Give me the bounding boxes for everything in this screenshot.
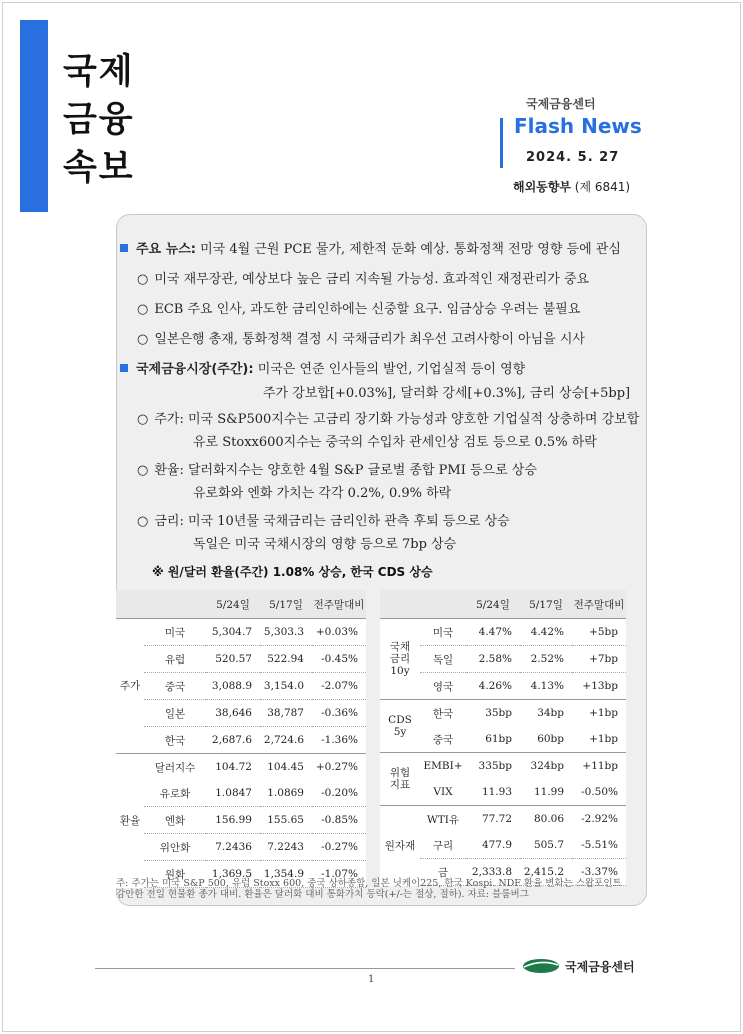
group-label: 원자재 [380,806,420,886]
market-line [120,358,525,377]
square-bullet-icon [120,244,128,252]
value-cell: 80.06 [520,806,572,833]
value-cell: 4.47% [466,619,520,646]
left-market-table [116,590,366,888]
value-cell: 5,303.3 [260,619,312,646]
row-label: EMBI+ [420,753,466,780]
circle-bullet-icon: ○ [137,302,149,317]
value-cell: 2,724.6 [260,727,312,754]
value-cell: 155.65 [260,807,312,834]
value-cell: 505.7 [520,832,572,859]
table-header-cell [116,590,144,619]
table-row [116,700,366,727]
value-cell: 11.99 [520,779,572,806]
circle-bullet-icon: ○ [137,272,149,287]
square-bullet-icon [120,364,128,372]
page-title [63,48,135,192]
value-cell: +13bp [572,673,626,700]
value-cell: 2.58% [466,646,520,673]
value-cell: -3.37% [572,859,626,886]
value-cell: 2,415.2 [520,859,572,886]
market-item-label: 주가: [154,412,184,427]
table-row [116,673,366,700]
table-header-cell: 5/24일 [206,590,260,619]
table-row [116,646,366,673]
row-label: 구리 [420,832,466,859]
market-item-text: 미국 10년물 국채금리는 금리인하 관측 후퇴 등으로 상승 [187,514,510,529]
table-row [380,753,626,780]
row-label: 중국 [420,726,466,753]
market-text-2: 주가 강보합[+0.03%], 달러화 강세[+0.3%], 금리 상승[+5bp] [263,386,631,401]
market-item-sub: 유로화와 엔화 가치는 각각 0.2%, 0.9% 하락 [193,486,452,501]
row-label: WTI유 [420,806,466,833]
row-label: 원화 [144,861,206,888]
divider [500,118,503,168]
value-cell: -2.92% [572,806,626,833]
news-item-text: ECB 주요 인사, 과도한 금리인하에는 신중할 요구. 임금상승 우려는 불필요 [154,302,581,317]
market-item-label: 환율: [154,463,184,478]
value-cell: 34bp [520,700,572,727]
value-cell: 104.72 [206,754,260,781]
title-line: 국제 [63,52,135,92]
row-label: 영국 [420,673,466,700]
value-cell: 3,154.0 [260,673,312,700]
footnote: 주: 주가는 미국 S&P 500, 유럽 Stoxx 600, 중국 상하종합, 일본 닛케이225, 한국 Kospi. NDF 환율 변화는 스왑포인트 감안한 전일 현물환 종가 대비. 환율은 달러화 대비 통화가치 등락(+/-는 절상, 절하). 자료: 블룸버그 [116,878,622,900]
news-item-text: 미국 재무장관, 예상보다 높은 금리 지속될 가능성. 효과적인 재정관리가 중요 [154,272,590,287]
title-line: 속보 [63,148,135,188]
footer-org: 국제금융센터 [565,960,635,974]
table-header-cell: 5/17일 [260,590,312,619]
news-item-text: 일본은행 총재, 통화정책 결정 시 국채금리가 최우선 고려사항이 아님을 시사 [154,332,585,347]
table-row [116,727,366,754]
issue-number: (제 6841) [574,180,631,194]
market-item-sub: 유로 Stoxx600지수는 중국의 수입차 관세인상 검토 등으로 0.5% 하락 [193,435,597,450]
market-item-text: 달러화지수는 양호한 4월 S&P 글로벌 종합 PMI 등으로 상승 [187,463,537,478]
row-label: 독일 [420,646,466,673]
value-cell: +1bp [572,726,626,753]
value-cell: 60bp [520,726,572,753]
value-cell: 35bp [466,700,520,727]
value-cell: 4.13% [520,673,572,700]
table-header-cell [420,590,466,619]
table-header-row [380,590,626,619]
group-label: 위험 지표 [380,753,420,806]
group-label: 주가 [119,680,141,692]
kcif-logo-icon [522,957,560,975]
market-item [137,408,639,427]
value-cell: 1,354.9 [260,861,312,888]
main-news-line [120,238,621,257]
table-row [380,806,626,833]
market-item-text: 미국 S&P500지수는 고금리 장기화 가능성과 양호한 기업실적 상충하며 강보합 [187,412,640,427]
row-label: 중국 [144,673,206,700]
value-cell: 522.94 [260,646,312,673]
circle-bullet-icon: ○ [137,463,149,478]
value-cell: 61bp [466,726,520,753]
flash-news-label: Flash News [514,114,642,138]
value-cell: 2,687.6 [206,727,260,754]
circle-bullet-icon: ○ [137,412,149,427]
news-item [137,328,585,347]
group-label: 국채 금리 10y [389,641,411,677]
value-cell: -0.85% [312,807,366,834]
value-cell: 1,369.5 [206,861,260,888]
table-header-row [116,590,366,619]
table-header-cell: 5/17일 [520,590,572,619]
value-cell: -0.50% [572,779,626,806]
table-header-cell: 5/24일 [466,590,520,619]
row-label: 미국 [144,619,206,646]
footer-rule [95,968,515,969]
value-cell: 4.42% [520,619,572,646]
row-label: 엔화 [144,807,206,834]
value-cell: 1.0847 [206,780,260,807]
row-label: 유럽 [144,646,206,673]
value-cell: -1.36% [312,727,366,754]
news-item [137,298,580,317]
row-label: 한국 [144,727,206,754]
value-cell: -0.36% [312,700,366,727]
value-cell: -0.45% [312,646,366,673]
row-label: 유로화 [144,780,206,807]
row-label: 한국 [420,700,466,727]
row-label: 일본 [144,700,206,727]
value-cell: 335bp [466,753,520,780]
value-cell: 7.2243 [260,834,312,861]
row-label: 미국 [420,619,466,646]
value-cell: 2.52% [520,646,572,673]
table-header-cell: 전주말대비 [312,590,366,619]
summary-note: ※ 원/달러 환율(주간) 1.08% 상승, 한국 CDS 상승 [152,565,433,579]
row-label: 달러지수 [144,754,206,781]
row-label: 금 [420,859,466,886]
row-label: VIX [420,779,466,806]
value-cell: 3,088.9 [206,673,260,700]
value-cell: 520.57 [206,646,260,673]
main-news-text: 미국 4월 근원 PCE 물가, 제한적 둔화 예상. 통화정책 전망 영향 등에 관심 [200,242,621,257]
table-row [380,619,626,646]
value-cell: 38,646 [206,700,260,727]
value-cell: 1.0869 [260,780,312,807]
market-item [137,510,510,529]
value-cell: -0.20% [312,780,366,807]
value-cell: 7.2436 [206,834,260,861]
market-item [137,459,537,478]
center-name: 국제금융센터 [526,97,596,111]
value-cell: 477.9 [466,832,520,859]
row-label: 위안화 [144,834,206,861]
value-cell: 2,333.8 [466,859,520,886]
table-row [116,834,366,861]
table-header-cell [380,590,420,619]
market-text: 미국은 연준 인사들의 발언, 기업실적 등이 영향 [257,362,526,377]
market-item-sub: 독일은 미국 국채시장의 영향 등으로 7bp 상승 [193,537,457,552]
right-market-table [380,590,626,886]
table-header-cell: 전주말대비 [572,590,626,619]
main-news-label: 주요 뉴스: [136,242,196,257]
circle-bullet-icon: ○ [137,514,149,529]
table-row [116,780,366,807]
group-label: CDS 5y [380,700,420,753]
group-label: 환율 [116,754,144,888]
table-row [116,754,366,781]
title-line: 금융 [63,100,135,140]
table-header-cell [144,590,206,619]
page-number: 1 [368,974,375,985]
circle-bullet-icon: ○ [137,332,149,347]
value-cell: 324bp [520,753,572,780]
market-label: 국제금융시장(주간): [136,362,254,377]
value-cell: 5,304.7 [206,619,260,646]
value-cell: 4.26% [466,673,520,700]
issue-date: 2024. 5. 27 [526,150,620,165]
table-row [380,700,626,727]
table-row [116,619,366,646]
value-cell: +11bp [572,753,626,780]
table-row [116,807,366,834]
accent-bar [20,20,48,212]
value-cell: 77.72 [466,806,520,833]
value-cell: 38,787 [260,700,312,727]
value-cell: -1.07% [312,861,366,888]
value-cell: -5.51% [572,832,626,859]
value-cell: 104.45 [260,754,312,781]
news-item [137,268,589,287]
value-cell: +5bp [572,619,626,646]
value-cell: -2.07% [312,673,366,700]
department [513,178,630,195]
value-cell: 11.93 [466,779,520,806]
value-cell: +0.27% [312,754,366,781]
value-cell: -0.27% [312,834,366,861]
dept-name: 해외동향부 [513,180,571,194]
market-item-label: 금리: [154,514,184,529]
value-cell: +1bp [572,700,626,727]
value-cell: 156.99 [206,807,260,834]
value-cell: +7bp [572,646,626,673]
value-cell: +0.03% [312,619,366,646]
